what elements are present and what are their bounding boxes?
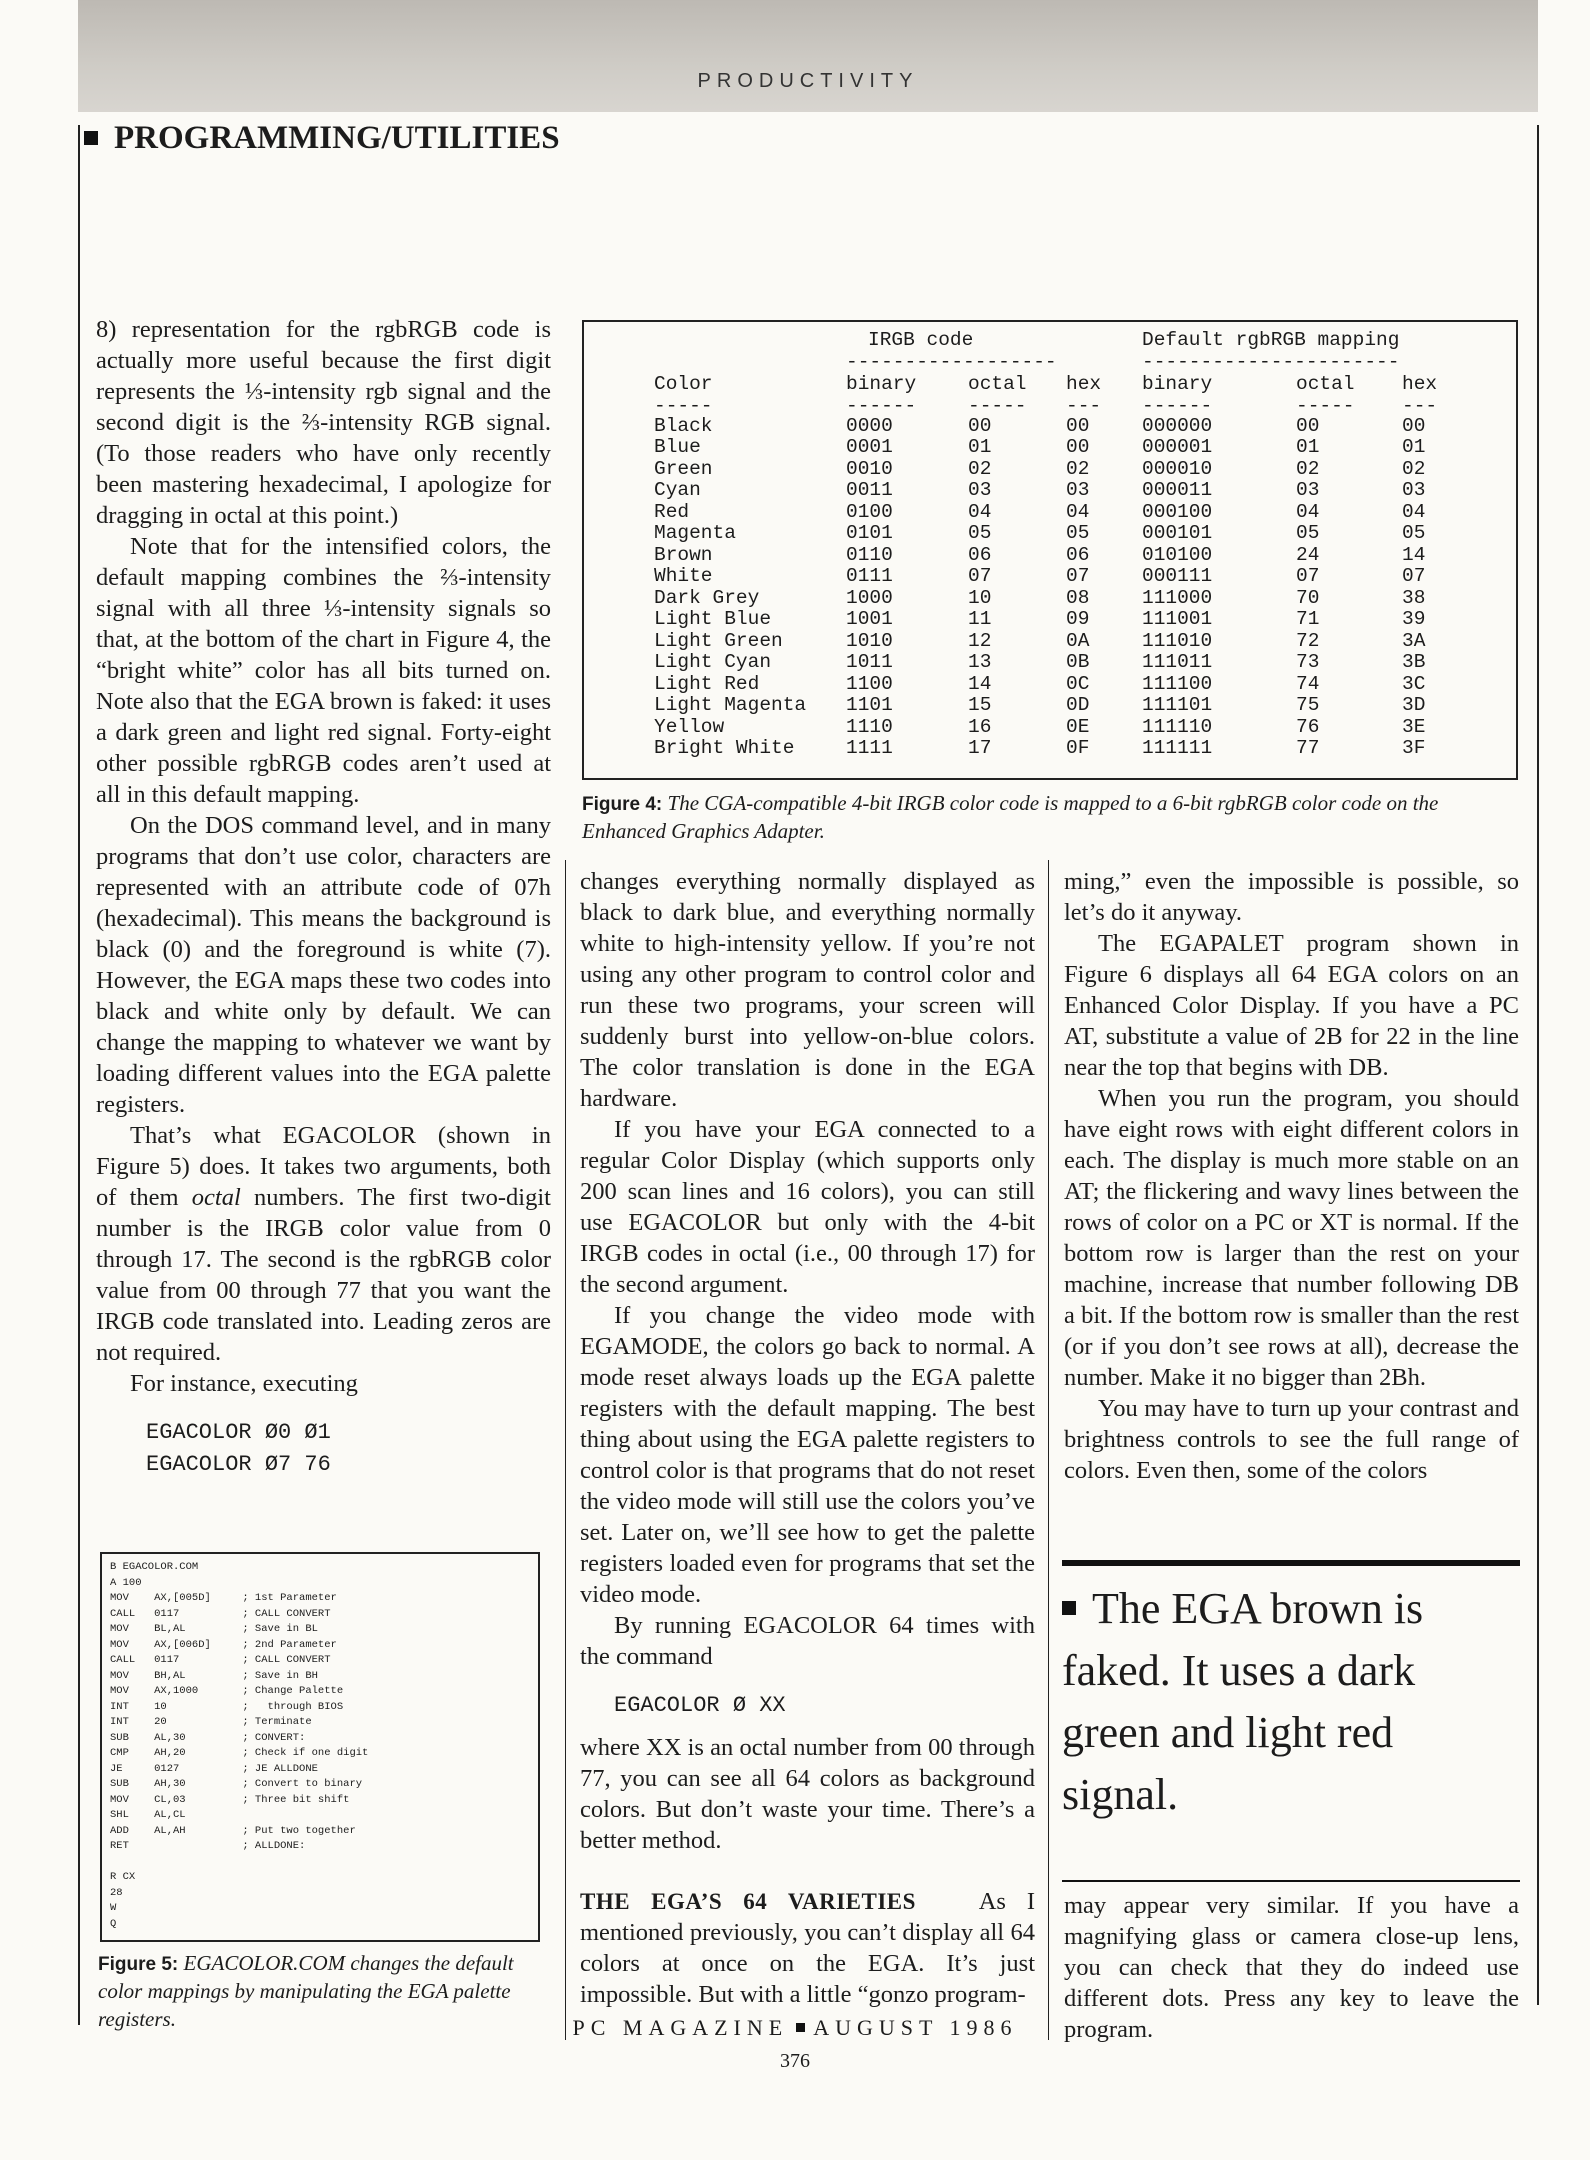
table-cell: 24 (1296, 543, 1320, 566)
section-title (80, 120, 560, 157)
table-cell: 06 (1066, 543, 1090, 566)
col2-paragraph: where XX is an octal number from 00 through 77, you can see all 64 colors as background colors. But don’t waste your time. There’s a better method. (580, 1734, 1035, 1854)
table-cell: Dark Grey (654, 586, 760, 609)
table-cell: 05 (1402, 522, 1426, 544)
table-cell: 000011 (1142, 479, 1213, 501)
table-cell: 04 (1402, 500, 1426, 523)
col2-paragraph (580, 1886, 1035, 2010)
text-run: As I mentioned previously, you can’t display all 64 colors at once on the EGA. It’s just impossible. But with a little “gonzo program- (580, 1888, 1036, 2008)
table-cell: 111011 (1142, 651, 1213, 673)
table-header-cell: octal (1296, 373, 1355, 395)
col1-paragraph: Note that for the intensified colors, the default mapping combines the ⅔-intensity signal with all three ⅓-intensity signals so that, at the bottom of the chart in Figure 4, the “bright white” color has all bits turned on. Note also that the EGA brown is faked: it uses a dark green and light red signal. Forty-eight other possible rgbRGB codes aren’t used at all in this default mapping. (96, 533, 551, 808)
col1-paragraph: On the DOS command level, and in many programs that don’t use color, characters are represented with an attribute code of 07h (hexadecimal). This means the background is black (0) and the foreground is white (7). However, the EGA maps these two codes into black and white only by default. We can change the mapping to whatever we want by loading different values into the EGA palette registers. (96, 812, 551, 1118)
code-line: EGACOLOR Ø0 Ø1 (146, 1420, 331, 1445)
table-cell: 07 (1066, 565, 1090, 587)
table-cell: 010100 (1142, 543, 1213, 566)
column-3 (1064, 866, 1519, 1486)
table-cell: 111100 (1142, 672, 1213, 695)
color-table (582, 320, 1518, 780)
table-cell: 05 (968, 522, 992, 544)
table-cell: 000101 (1142, 522, 1213, 544)
table-cell: 14 (968, 672, 992, 695)
table-header-cell: hex (1402, 373, 1438, 395)
caption-text: EGACOLOR.COM changes the default color mappings by manipulating the EGA palette registers. (98, 1951, 514, 2031)
table-group-divider: ---------------------- (1142, 351, 1400, 373)
col2-paragraph: changes everything normally displayed as black to dark blue, and everything normally white to high-intensity yellow. If you’re not using any other program to control color and run these two programs, your screen will suddenly burst into yellow-on-blue colors. The color translation is done in the EGA hardware. (580, 868, 1035, 1112)
table-header-cell: binary (846, 373, 917, 395)
column-rule-2 (1048, 860, 1049, 2040)
table-header-cell: Color (654, 373, 713, 395)
column-1 (96, 314, 551, 1491)
figure-4-caption (582, 790, 1522, 846)
table-column (846, 374, 916, 760)
table-cell: 0101 (846, 522, 893, 544)
table-header-cell: hex (1066, 373, 1102, 395)
table-header-cell: octal (968, 373, 1027, 395)
table-cell: 0D (1066, 694, 1090, 716)
table-cell: 07 (968, 565, 992, 587)
table-cell: 02 (1296, 457, 1320, 480)
table-cell: 02 (1402, 457, 1426, 480)
col1-paragraph: 8) representation for the rgbRGB code is actually more useful because the first digit represents the ⅓-intensity rgb signal and the second digit is the ⅔-intensity RGB signal. (To those readers who have only recently been mastering hexadecimal, I apologize for dragging in octal at this point.) (96, 316, 551, 529)
table-cell: 04 (968, 500, 992, 523)
table-cell: 75 (1296, 694, 1320, 716)
table-cell: 04 (1066, 500, 1090, 523)
table-column (1066, 374, 1101, 760)
table-cell: 09 (1066, 608, 1090, 630)
table-cell: 1111 (846, 737, 893, 759)
bullet-square-icon (796, 2023, 805, 2032)
table-cell: 1011 (846, 651, 893, 673)
table-cell: 77 (1296, 737, 1320, 759)
table-cell: 0E (1066, 715, 1090, 738)
footer (0, 2015, 1590, 2041)
table-cell: 39 (1402, 608, 1426, 630)
table-cell: 0100 (846, 500, 893, 523)
table-cell: 0B (1066, 651, 1090, 673)
table-cell: 14 (1402, 543, 1426, 566)
issue-date: AUGUST 1986 (813, 2015, 1018, 2040)
table-column (968, 374, 1027, 760)
col2-paragraph: If you have your EGA connected to a regular Color Display (which supports only 200 scan lines and 16 colors), you can still use EGACOLOR but only with the 4-bit IRGB codes in octal (i.e., 00 through 17) for the second argument. (580, 1116, 1035, 1298)
table-cell: 000010 (1142, 457, 1213, 480)
table-cell: White (654, 565, 713, 587)
table-cell: 0F (1066, 737, 1090, 759)
table-cell: 07 (1296, 565, 1320, 587)
table-header-rule: ------ (1142, 394, 1213, 417)
table-column (1402, 374, 1437, 760)
table-header-rule: ----- (1296, 394, 1355, 417)
table-cell: Light Magenta (654, 694, 807, 716)
code-line: EGACOLOR Ø XX (614, 1693, 786, 1718)
table-cell: 000001 (1142, 436, 1213, 458)
code-line: EGACOLOR Ø7 76 (146, 1452, 331, 1477)
table-cell: Red (654, 500, 690, 523)
left-border-rule (78, 125, 80, 2025)
table-cell: 08 (1066, 586, 1090, 609)
table-cell: 3B (1402, 651, 1426, 673)
table-cell: Black (654, 414, 713, 437)
table-cell: 000100 (1142, 500, 1213, 523)
pull-quote-text: The EGA brown is faked. It uses a dark green and light red signal. (1062, 1584, 1424, 1819)
table-cell: 1100 (846, 672, 893, 695)
table-cell: 12 (968, 629, 992, 652)
table-header-rule: ------ (846, 394, 917, 417)
table-cell: Light Green (654, 629, 783, 652)
table-cell: 06 (968, 543, 992, 566)
table-cell: Blue (654, 436, 701, 458)
table-cell: Bright White (654, 737, 795, 759)
col3-paragraph: You may have to turn up your contrast and brightness controls to see the full range of colors. Even then, some of the colors (1064, 1395, 1519, 1484)
table-cell: 03 (968, 479, 992, 501)
table-column (1142, 374, 1212, 760)
table-cell: 3C (1402, 672, 1426, 695)
table-cell: Yellow (654, 715, 725, 738)
table-cell: 72 (1296, 629, 1320, 652)
page-number: 376 (780, 2050, 810, 2072)
table-header-cell: binary (1142, 373, 1213, 395)
table-cell: 1101 (846, 694, 893, 716)
table-cell: Light Blue (654, 608, 772, 630)
table-cell: 01 (1296, 436, 1320, 458)
header-band (78, 0, 1538, 112)
table-cell: 17 (968, 737, 992, 759)
caption-label: Figure 4: (582, 794, 663, 815)
table-cell: 1000 (846, 586, 893, 609)
table-cell: 0000 (846, 414, 893, 437)
table-cell: 03 (1296, 479, 1320, 501)
table-cell: 00 (1066, 414, 1090, 437)
code-listing: B EGACOLOR.COM A 100 MOV AX,[005D] ; 1st Parameter CALL 0117 ; CALL CONVERT MOV BL,AL ; Save in BL MOV AX,[006D] ; 2nd Parameter CALL 0117 ; CALL CONVERT MOV BH,AL ; Save in BH MOV AX,1000 ; Change Palette INT 10 ; through BIOS INT 20 ; Terminate SUB AL,30 ; CONVERT: CMP AH,20 ; Check if one digit JE 0127 ; JE ALLDONE SUB AH,30 ; Convert to binary MOV CL,03 ; Three bit shift SHL AL,CL ADD AL,AH ; Put two together RET ; ALLDONE: R CX 28 W Q (100, 1552, 540, 1942)
table-cell: 38 (1402, 586, 1426, 609)
table-cell: 1001 (846, 608, 893, 630)
table-cell: 0A (1066, 629, 1090, 652)
bullet-square-icon (1062, 1601, 1076, 1615)
col2-paragraph: By running EGACOLOR 64 times with the command (580, 1612, 1035, 1670)
caption-text: The CGA-compatible 4-bit IRGB color code is mapped to a 6-bit rgbRGB color code on the Enhanced Graphics Adapter. (582, 791, 1439, 843)
table-cell: 71 (1296, 608, 1320, 630)
table-cell: 03 (1402, 479, 1426, 501)
table-cell: 111010 (1142, 629, 1213, 652)
column-2 (580, 866, 1035, 2010)
subheading: THE EGA’S 64 VARIETIES (580, 1889, 916, 1914)
col2-paragraph: If you change the video mode with EGAMODE, the colors go back to normal. A mode reset always loads up the EGA palette registers with the default mapping. The best thing about using the EGA palette registers to control color is that programs that do not reset the video mode will still use the colors you’ve set. Later on, we’ll see how to get the palette registers loaded even for programs that set the video mode. (580, 1302, 1035, 1608)
table-cell: 000111 (1142, 565, 1213, 587)
table-cell: 00 (1066, 436, 1090, 458)
table-header-rule: ----- (654, 394, 713, 417)
table-cell: 74 (1296, 672, 1320, 695)
table-cell: 05 (1066, 522, 1090, 544)
table-cell: 0010 (846, 457, 893, 480)
table-cell: 13 (968, 651, 992, 673)
table-cell: 1010 (846, 629, 893, 652)
table-cell: 111001 (1142, 608, 1213, 630)
table-cell: 00 (968, 414, 992, 437)
table-cell: 03 (1066, 479, 1090, 501)
table-cell: 111101 (1142, 694, 1213, 716)
table-cell: Light Cyan (654, 651, 772, 673)
table-header-rule: --- (1066, 394, 1102, 417)
table-cell: 111110 (1142, 715, 1213, 738)
col3-paragraph: The EGAPALET program shown in Figure 6 displays all 64 EGA colors on an Enhanced Color Display. If you have a PC AT, substitute a value of 2B for 22 in the line near the top that begins with DB. (1064, 930, 1519, 1081)
table-cell: 10 (968, 586, 992, 609)
table-cell: 11 (968, 608, 992, 630)
table-cell: 16 (968, 715, 992, 738)
table-cell: 05 (1296, 522, 1320, 544)
table-cell: 07 (1402, 565, 1426, 587)
col1-paragraph (96, 1120, 551, 1368)
table-cell: 73 (1296, 651, 1320, 673)
col1-paragraph: For instance, executing (130, 1370, 358, 1397)
table-cell: 00 (1402, 414, 1426, 437)
table-column (1296, 374, 1355, 760)
column-rule-1 (565, 860, 566, 2040)
table-cell: 111111 (1142, 737, 1213, 759)
col3-paragraph: When you run the program, you should have eight rows with eight different colors in each. The display is much more stable on an AT; the flickering and wavy lines between the rows of color on a PC or XT is normal. If the bottom row is larger than the rest on your machine, increase that number following DB a bit. If the bottom row is smaller than the rest (or if you don’t see rows at all), decrease the number. Make it no bigger than 2Bh. (1064, 1085, 1519, 1391)
table-column (654, 374, 806, 760)
table-cell: 04 (1296, 500, 1320, 523)
table-cell: 15 (968, 694, 992, 716)
table-group-header: IRGB code (868, 329, 974, 351)
section-label: PRODUCTIVITY (697, 70, 919, 92)
table-group-header: Default rgbRGB mapping (1142, 329, 1400, 351)
bullet-square-icon (84, 131, 98, 145)
table-cell: 01 (1402, 436, 1426, 458)
table-cell: 0110 (846, 543, 893, 566)
caption-label: Figure 5: (98, 1954, 179, 1975)
table-cell: 70 (1296, 586, 1320, 609)
table-cell: 0001 (846, 436, 893, 458)
table-header-rule: --- (1402, 394, 1438, 417)
table-cell: 000000 (1142, 414, 1213, 437)
table-cell: 1110 (846, 715, 893, 738)
right-border-rule (1537, 125, 1539, 2005)
table-cell: 3F (1402, 737, 1426, 759)
emphasis: octal (191, 1184, 241, 1211)
magazine-name: PC MAGAZINE (572, 2015, 789, 2040)
table-cell: 3D (1402, 694, 1426, 716)
command-example (614, 1690, 1035, 1722)
table-cell: Cyan (654, 479, 701, 501)
table-cell: 76 (1296, 715, 1320, 738)
text-run: That’s what EGACOLOR (shown in Figure 5) does. It takes two arguments, both of them (96, 1122, 551, 1211)
table-cell: 0111 (846, 565, 893, 587)
command-example (146, 1417, 551, 1481)
table-cell: 0011 (846, 479, 893, 501)
table-cell: 01 (968, 436, 992, 458)
table-cell: Green (654, 457, 713, 480)
table-cell: Brown (654, 543, 713, 566)
col3-paragraph: ming,” even the impossible is possible, so let’s do it anyway. (1064, 868, 1519, 926)
table-cell: 02 (1066, 457, 1090, 480)
table-cell: 0C (1066, 672, 1090, 695)
section-title-text: PROGRAMMING/UTILITIES (114, 120, 560, 156)
table-cell: 02 (968, 457, 992, 480)
table-cell: 111000 (1142, 586, 1213, 609)
table-group-divider: ------------------ (846, 351, 1057, 373)
pull-quote (1062, 1560, 1520, 1882)
col3-paragraph: may appear very similar. If you have a magnifying glass or camera close-up lens, you can check that they do indeed use different dots. Press any key to leave the program. (1064, 1892, 1519, 2043)
table-cell: Light Red (654, 672, 760, 695)
table-header-rule: ----- (968, 394, 1027, 417)
table-cell: Magenta (654, 522, 736, 544)
table-cell: 3E (1402, 715, 1426, 738)
table-cell: 3A (1402, 629, 1426, 652)
text-run: numbers. The first two-digit number is the IRGB color value from 0 through 17. The second is the rgbRGB color value from 00 through 77 that you want the IRGB code translated into. Leading zeros are not required. (96, 1184, 551, 1366)
table-cell: 00 (1296, 414, 1320, 437)
